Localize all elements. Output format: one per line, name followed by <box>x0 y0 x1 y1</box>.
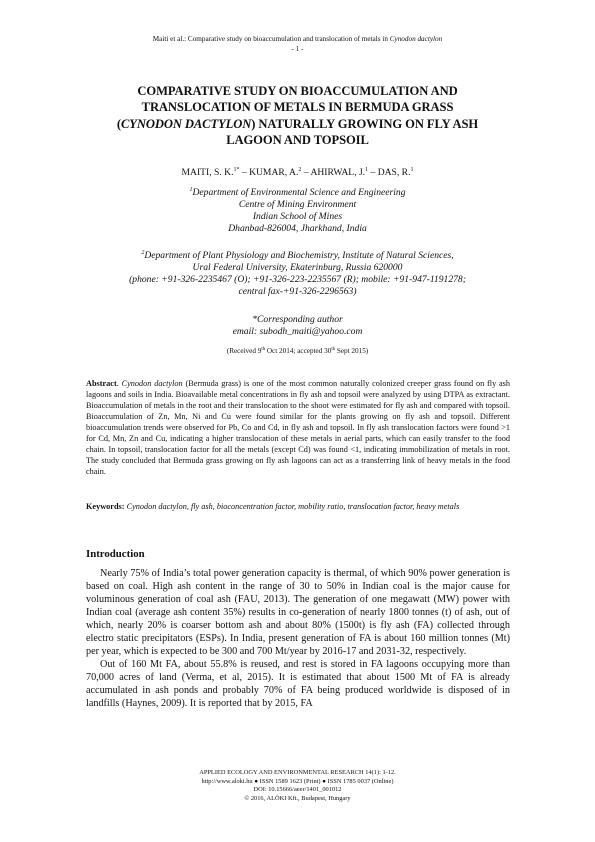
affiliation-2-mark: 2 <box>141 250 145 256</box>
title-species: CYNODON DACTYLON <box>120 116 252 131</box>
author-2-affil: 2 <box>298 167 302 173</box>
affiliation-1 <box>0 187 595 235</box>
title-line-3-rest: ) NATURALLY GROWING ON FLY ASH <box>251 116 479 131</box>
title-line-3 <box>80 116 515 132</box>
abstract-species: Cynodon dactylon <box>121 379 183 388</box>
author-3: – AHIRWAL, J. <box>301 167 366 178</box>
author-3-affil: 1 <box>365 167 369 173</box>
footer-doi: DOI: 10.15666/aeer/1401_001012 <box>253 786 342 794</box>
affiliation-2-line-1 <box>80 250 515 262</box>
abstract-label-dot: . <box>116 379 122 388</box>
paper-title <box>80 83 515 149</box>
affiliation-2 <box>80 250 515 298</box>
footer-journal: APPLIED ECOLOGY AND ENVIRONMENTAL RESEARCH 14(1): 1-12. <box>199 769 396 776</box>
journal-footer <box>0 769 595 803</box>
title-paren: ( <box>116 116 121 131</box>
abstract-text: (Bermuda grass) is one of the most common naturally colonized creeper grass found on fly ash lagoons and soils in India. Bioavailable metal concentrations in fly ash and topsoil were analyzed by using DTPA as extractant. Bioaccumulation of metals in the root and their translocation to the shoot were estimated for fly ash and compared with topsoil. Bioaccumulation of Zn, Mn, Ni and Cu were found similar for the plants growing on fly ash and topsoil. Different bioaccumulation trends were observed for Pb, Co and Cd, in fly ash and topsoil. In fly ash translocation factors were found >1 for Cd, Mn, Zn and Cu, indicating a higher translocation of these metals in aerial parts, which can easily transfer to the food chain. In topsoil, translocation factor for all the metals (except Cd) was found <1, indicating immobilization of metals in root. The study concluded that Bermuda grass growing on fly ash lagoons can act as a transferring link of heavy metals in the food chain. <box>86 379 511 476</box>
title-line-4: LAGOON AND TOPSOIL <box>226 133 369 148</box>
introduction-paragraph-1: Nearly 75% of India’s total power generation capacity is thermal, of which 90% power generation is based on coal. High ash content in the range of 30 to 50% in Indian coal is the major cause for voluminous generation of coal ash (FAU, 2013). The generation of one megawatt (MW) power with Indian coal (average ash content 35%) results in co-generation of nearly 1800 tonnes (t) of ash, out of which, nearly 20% is coarser bottom ash and about 80% (1500t) is fly ash (FA) collected through electro static precipitators (ESPs). In India, present generation of FA is about 160 million tonnes (Mt) per year, which is expected to be 300 and 700 Mt/year by 2016-17 and 2031-32, respectively. <box>86 568 510 657</box>
title-line-1: COMPARATIVE STUDY ON BIOACCUMULATION AND <box>137 84 458 98</box>
accepted-ordinal: th <box>331 347 336 352</box>
accepted-text: Oct 2014; accepted 30 <box>265 347 332 355</box>
page-number: - 1 - <box>291 45 304 53</box>
abstract-label: Abstract <box>86 379 117 388</box>
section-heading-introduction: Introduction <box>86 548 145 560</box>
introduction-paragraph-2: Out of 160 Mt FA, about 55.8% is reused, and rest is stored in FA lagoons occupying more than 70,000 acres of land (Verma, et al, 2015). It is estimated that about 1500 Mt of FA is already accumulated in ash ponds and probably 70% of FA being produced worldwide is disposed of in landfills (Haynes, 2009). It is reported that by 2015, FA <box>86 659 510 709</box>
author-list <box>0 167 595 179</box>
keywords-label: Keywords: <box>86 502 125 511</box>
author-1-affil: 1* <box>233 167 240 173</box>
running-head-text: Maiti et al.: Comparative study on bioaccumulation and translocation of metals in <box>152 35 388 43</box>
introduction-body <box>86 567 510 710</box>
title-line-2: TRANSLOCATION OF METALS IN BERMUDA GRASS <box>141 100 454 115</box>
author-4-affil: 1 <box>410 167 414 173</box>
author-2: – KUMAR, A. <box>239 167 299 178</box>
affiliation-2-line-2: Ural Federal University, Ekaterinburg, Russia 620000 <box>192 262 403 273</box>
affiliation-1-line-3: Indian School of Mines <box>252 211 343 222</box>
affiliation-1-line-2: Centre of Mining Environment <box>238 199 357 210</box>
keywords <box>86 501 510 512</box>
affiliation-1-dept: Department of Environmental Science and Engineering <box>192 187 406 198</box>
corresponding-author-label: *Corresponding author <box>252 314 343 325</box>
received-text: (Received 9 <box>226 347 262 355</box>
footer-copyright: © 2016, ALÖKI Kft., Budapest, Hungary <box>244 794 351 802</box>
keywords-text: Cynodon dactylon, fly ash, bioconcentration factor, mobility ratio, translocation factor, heavy metals <box>126 502 460 511</box>
affiliation-1-mark: 1 <box>189 187 193 193</box>
affiliation-1-line-1 <box>0 187 595 199</box>
corresponding-author <box>0 314 595 338</box>
author-4: – DAS, R. <box>368 167 411 178</box>
running-head-species: Cynodon dactylon <box>389 35 443 43</box>
affiliation-1-line-4: Dhanbad-826004, Jharkhand, India <box>228 223 367 234</box>
running-head <box>0 34 595 44</box>
abstract <box>86 378 510 477</box>
affiliation-2-dept: Department of Plant Physiology and Biochemistry, Institute of Natural Sciences, <box>144 250 454 261</box>
affiliation-2-line-3: (phone: +91-326-2235467 (O); +91-326-223-2235567 (R); mobile: +91-947-1191278; <box>129 274 466 285</box>
affiliation-2-line-4: central fax-+91-326-2296563) <box>238 286 357 297</box>
accepted-date: Sept 2015) <box>335 347 369 355</box>
corresponding-email: email: subodh_maiti@yahoo.com <box>232 326 363 337</box>
received-ordinal: th <box>261 347 266 352</box>
footer-issn: http://www.aloki.hu ● ISSN 1589 1623 (Print) ● ISSN 1785 0037 (Online) <box>201 777 394 785</box>
author-1: MAITI, S. K. <box>181 167 234 178</box>
received-dates <box>0 346 595 356</box>
